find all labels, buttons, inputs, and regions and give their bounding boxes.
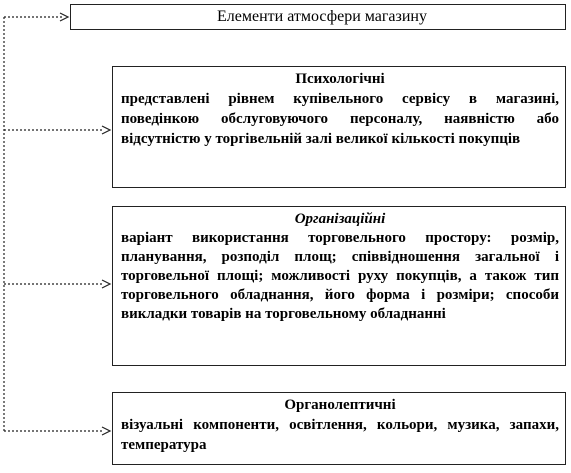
- category-box-organoleptic: [112, 392, 566, 465]
- category-heading: Органолептичні: [284, 397, 396, 413]
- category-description: варіант використання торговельного простору: розмір, планування, розподіл площ; співвідношення загальної і торговельної площі; можливості руху покупців, а також тип торговельного обладнання, його форма і розміри; способи викладки товарів на торговельному обладнанні: [121, 230, 559, 322]
- category-heading: Організаційні: [294, 211, 386, 227]
- category-heading: Психологічні: [295, 71, 385, 87]
- diagram-title: Елементи атмосфери магазину: [217, 8, 427, 25]
- arrowhead-psych: [102, 126, 110, 134]
- arrowhead-organo: [102, 427, 110, 435]
- category-box-psychological: [112, 66, 566, 188]
- category-box-organizational: [112, 206, 566, 366]
- diagram-title-box: [70, 4, 566, 30]
- arrowhead-title: [60, 13, 68, 21]
- category-description: представлені рівнем купівельного сервісу в магазині, поведінкою обслуговуючого персоналу, наявністю або відсутністю у торгівельній залі великої кількості покупців: [121, 91, 559, 147]
- category-description: візуальні компоненти, освітлення, кольори, музика, запахи, температура: [121, 417, 559, 453]
- arrowhead-org: [102, 280, 110, 288]
